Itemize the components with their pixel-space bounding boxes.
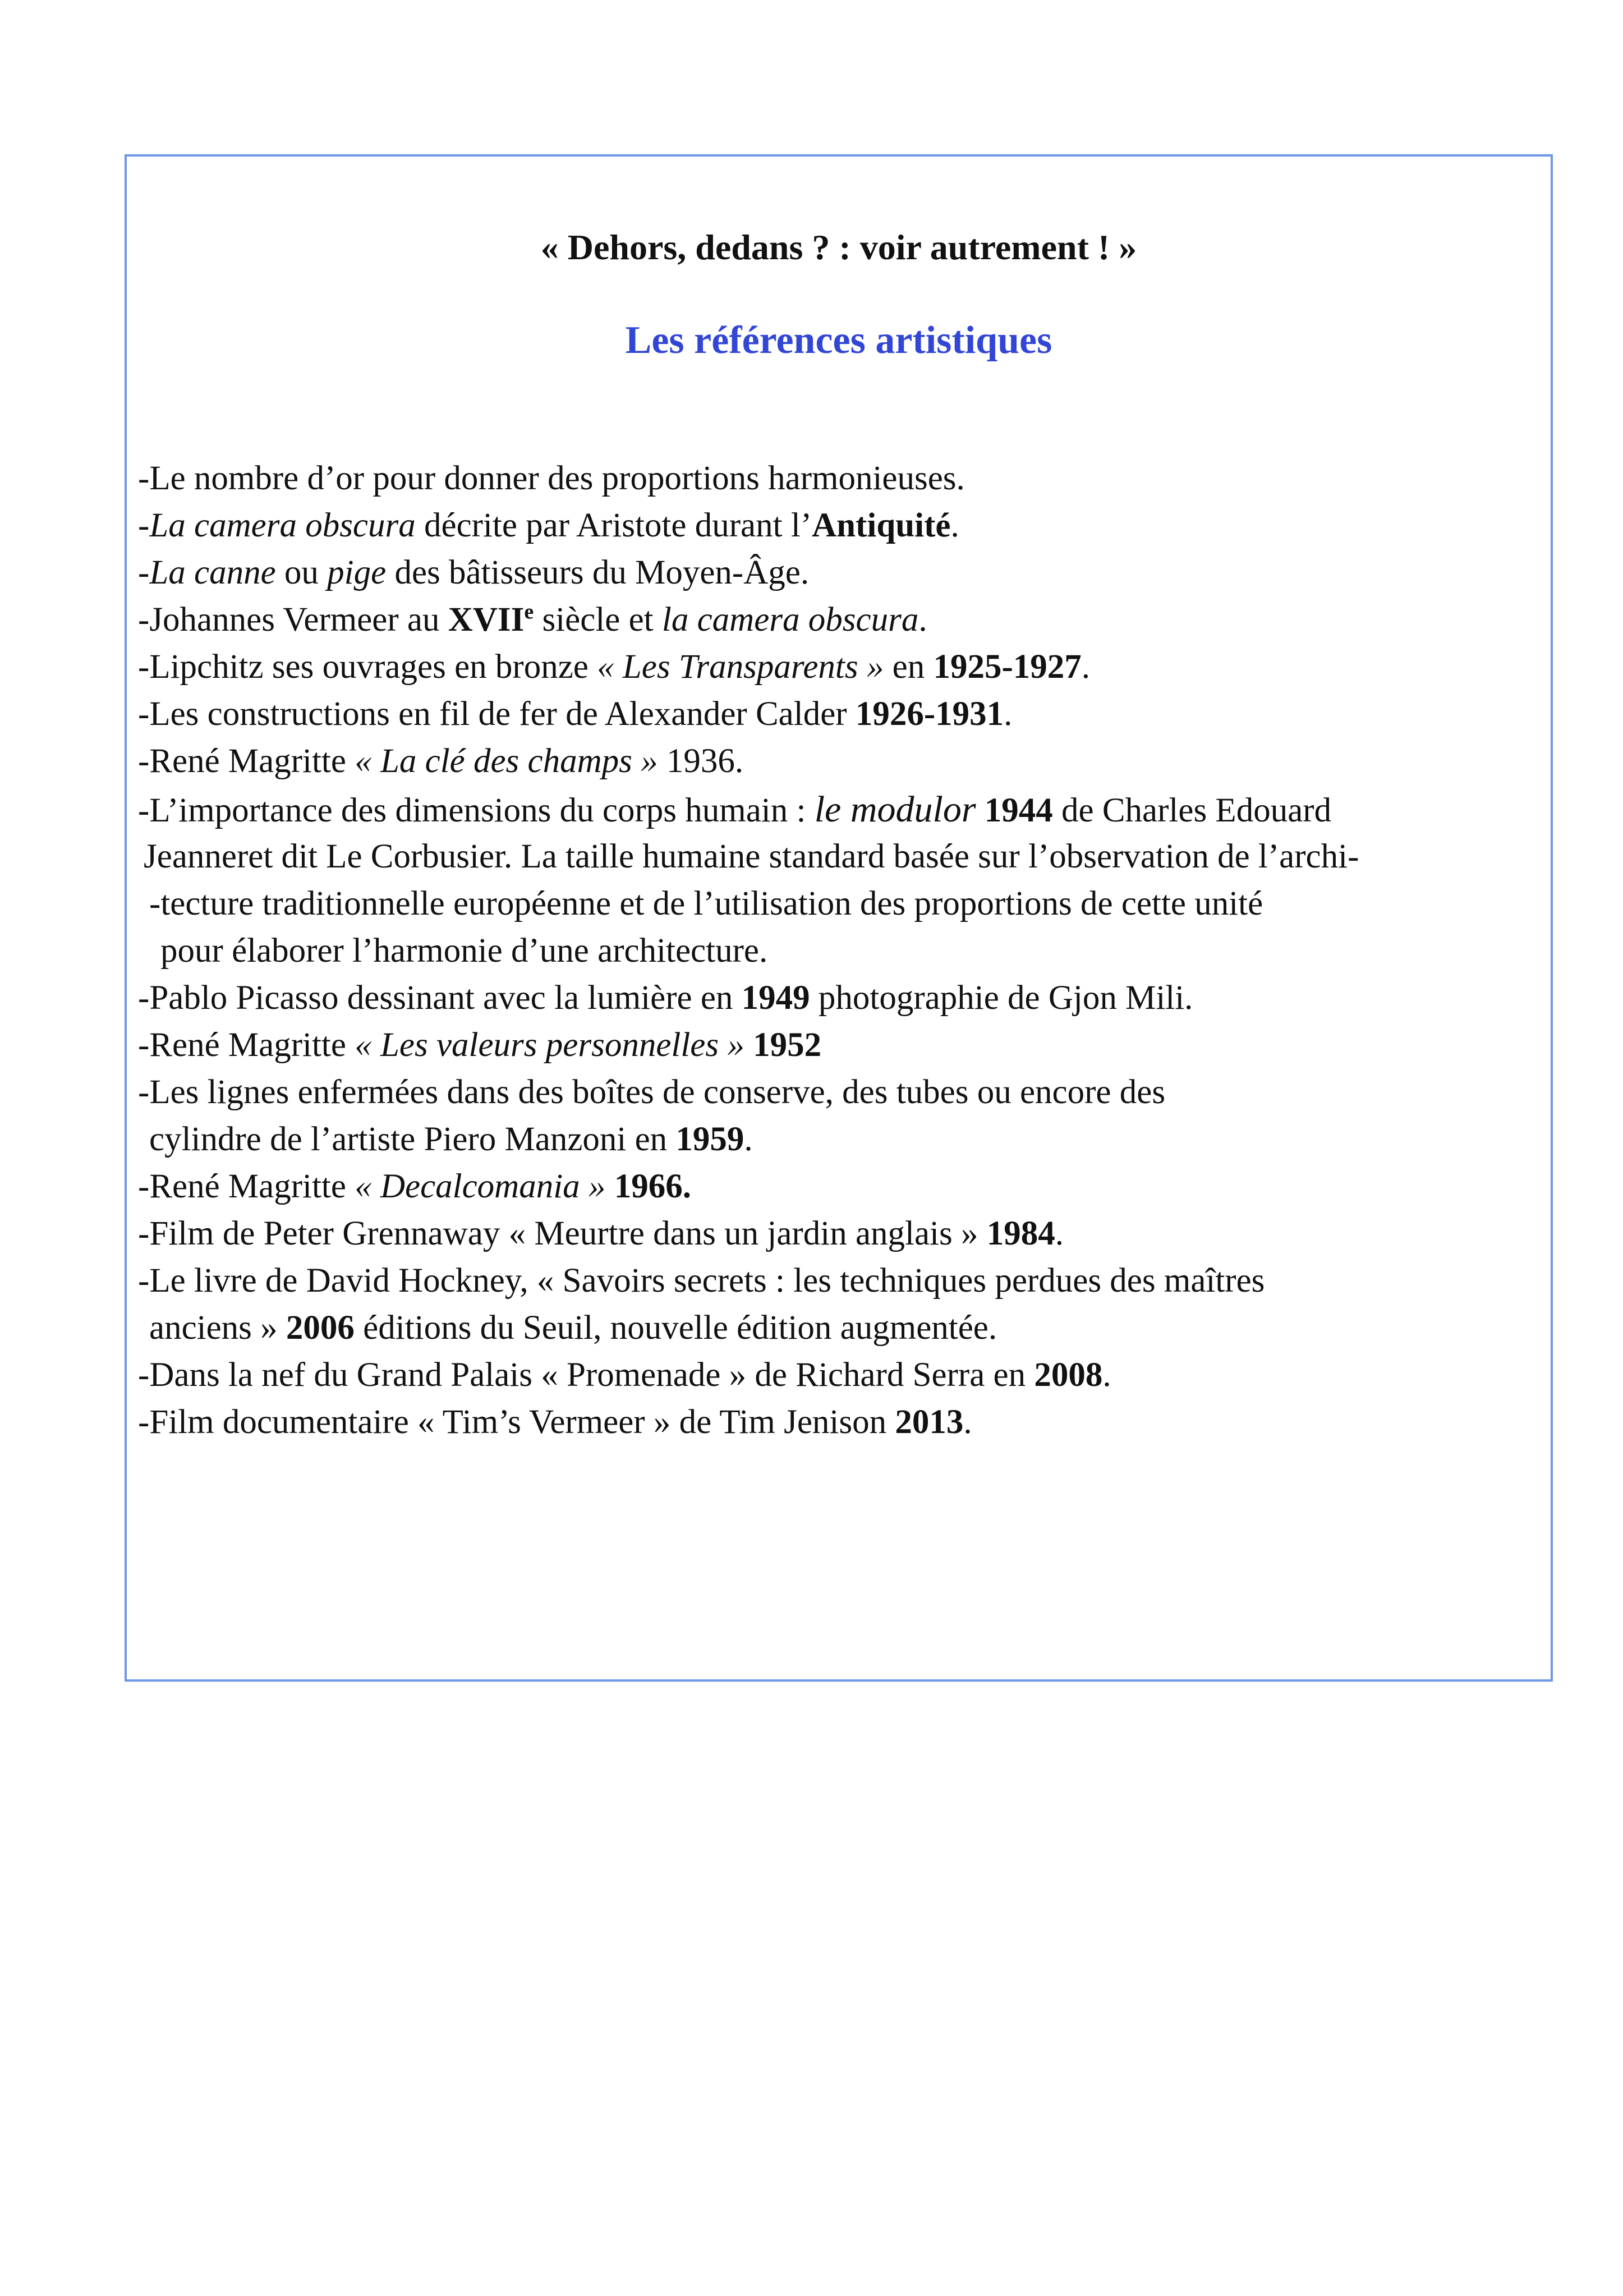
reference-item: -René Magritte « Decalcomania » 1966.: [138, 1168, 691, 1205]
reference-item: -Les lignes enfermées dans des boîtes de conserve, des tubes ou encore des: [138, 1073, 1166, 1111]
reference-item: -Le livre de David Hockney, « Savoirs secrets : les techniques perdues des maîtres: [138, 1262, 1265, 1299]
reference-item: -La canne ou pige des bâtisseurs du Moyen-Âge.: [138, 554, 810, 591]
reference-item: -Pablo Picasso dessinant avec la lumière en 1949 photographie de Gjon Mili.: [138, 979, 1193, 1017]
reference-item: -René Magritte « La clé des champs » 1936.: [138, 742, 744, 780]
reference-item-continuation: pour élaborer l’harmonie d’une architecture.: [160, 932, 768, 970]
reference-item: -Dans la nef du Grand Palais « Promenade » de Richard Serra en 2008.: [138, 1356, 1111, 1394]
reference-item: -Les constructions en fil de fer de Alexander Calder 1926-1931.: [138, 695, 1013, 733]
reference-item: -La camera obscura décrite par Aristote durant l’Antiquité.: [138, 507, 959, 544]
reference-item: -Lipchitz ses ouvrages en bronze « Les Transparents » en 1925-1927.: [138, 648, 1091, 686]
reference-item: -Film de Peter Grennaway « Meurtre dans un jardin anglais » 1984.: [138, 1215, 1064, 1252]
content-frame: [125, 154, 1553, 1682]
reference-item-continuation: Jeanneret dit Le Corbusier. La taille humaine standard basée sur l’observation de l’archi-: [144, 838, 1359, 875]
reference-item: -L’importance des dimensions du corps humain : le modulor 1944 de Charles Edouard: [138, 789, 1332, 830]
page-subtitle: Les références artistiques: [625, 319, 1052, 362]
reference-item: -Film documentaire « Tim’s Vermeer » de Tim Jenison 2013.: [138, 1403, 972, 1441]
reference-item: -Johannes Vermeer au XVIIe siècle et la camera obscura.: [138, 600, 927, 639]
reference-item: -René Magritte « Les valeurs personnelles » 1952: [138, 1026, 822, 1064]
reference-item-continuation: cylindre de l’artiste Piero Manzoni en 1959.: [149, 1121, 753, 1158]
page-title: « Dehors, dedans ? : voir autrement ! »: [540, 227, 1137, 267]
reference-item-continuation: -tecture traditionnelle européenne et de l’utilisation des proportions de cette unité: [149, 885, 1263, 922]
reference-item: -Le nombre d’or pour donner des proportions harmonieuses.: [138, 460, 965, 497]
reference-item-continuation: anciens » 2006 éditions du Seuil, nouvelle édition augmentée.: [149, 1309, 997, 1347]
